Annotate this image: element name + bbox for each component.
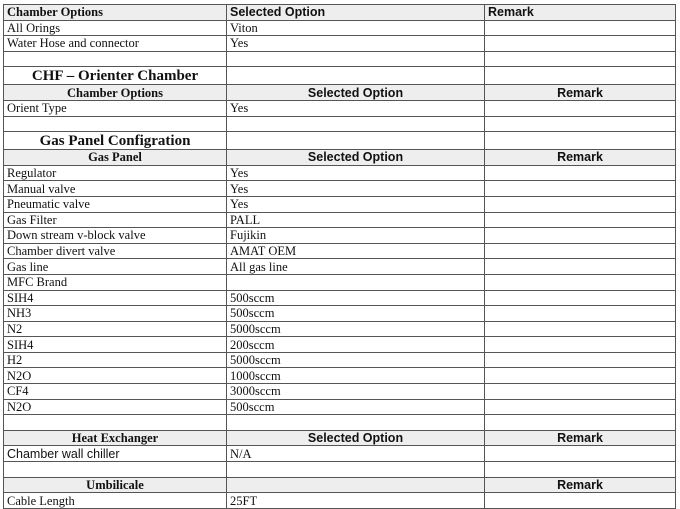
section-title: CHF – Orienter Chamber	[4, 67, 227, 85]
table-row	[4, 352, 676, 368]
item-cell: N2O	[4, 368, 227, 384]
remark-cell	[485, 196, 676, 212]
section-title-row	[4, 132, 676, 150]
table-row	[4, 165, 676, 181]
value-cell: Yes	[227, 100, 485, 116]
value-cell: Yes	[227, 165, 485, 181]
value-cell	[227, 116, 485, 132]
value-cell: Yes	[227, 181, 485, 197]
item-cell: MFC Brand	[4, 274, 227, 290]
remark-cell	[485, 259, 676, 275]
header-umbilicale: Umbilicale	[4, 477, 227, 493]
table-row	[4, 212, 676, 228]
table-row	[4, 100, 676, 116]
item-cell: Water Hose and connector	[4, 36, 227, 52]
value-cell	[227, 462, 485, 478]
remark-cell	[485, 181, 676, 197]
value-cell: 500sccm	[227, 399, 485, 415]
remark-cell	[485, 51, 676, 67]
item-cell: Pneumatic valve	[4, 196, 227, 212]
remark-cell	[485, 321, 676, 337]
section-title-row	[4, 67, 676, 85]
remark-cell	[485, 352, 676, 368]
table-row	[4, 415, 676, 431]
value-cell: 500sccm	[227, 290, 485, 306]
item-cell: SIH4	[4, 290, 227, 306]
item-cell: Orient Type	[4, 100, 227, 116]
table-row	[4, 306, 676, 322]
remark-cell	[485, 100, 676, 116]
table-row	[4, 368, 676, 384]
header-gas-panel: Gas Panel	[4, 150, 227, 166]
section-title: Gas Panel Configration	[4, 132, 227, 150]
table-row	[4, 446, 676, 462]
remark-cell	[485, 290, 676, 306]
table-header-row	[4, 85, 676, 101]
value-cell	[227, 51, 485, 67]
header-remark: Remark	[485, 477, 676, 493]
remark-cell	[485, 399, 676, 415]
table-row	[4, 493, 676, 509]
remark-cell	[485, 306, 676, 322]
item-cell	[4, 462, 227, 478]
table-row	[4, 181, 676, 197]
remark-cell	[485, 228, 676, 244]
header-remark: Remark	[485, 85, 676, 101]
header-heat-exchanger: Heat Exchanger	[4, 430, 227, 446]
table-row	[4, 116, 676, 132]
item-cell: Gas line	[4, 259, 227, 275]
item-cell: N2O	[4, 399, 227, 415]
remark-cell	[485, 36, 676, 52]
value-cell: 5000sccm	[227, 321, 485, 337]
remark-cell	[485, 274, 676, 290]
value-cell	[227, 274, 485, 290]
table-row	[4, 384, 676, 400]
remark-cell	[485, 20, 676, 36]
item-cell: Chamber divert valve	[4, 243, 227, 259]
table-row	[4, 462, 676, 478]
remark-cell	[485, 116, 676, 132]
value-cell: All gas line	[227, 259, 485, 275]
item-cell: H2	[4, 352, 227, 368]
table-row	[4, 337, 676, 353]
value-cell: N/A	[227, 446, 485, 462]
remark-cell	[485, 493, 676, 509]
remark-cell	[485, 415, 676, 431]
table-row	[4, 399, 676, 415]
value-cell: PALL	[227, 212, 485, 228]
header-remark: Remark	[485, 150, 676, 166]
header-selected-option: Selected Option	[227, 5, 485, 21]
table-row	[4, 290, 676, 306]
item-cell: Gas Filter	[4, 212, 227, 228]
item-cell: Manual valve	[4, 181, 227, 197]
item-cell: NH3	[4, 306, 227, 322]
header-selected-option: Selected Option	[227, 85, 485, 101]
table-header-row	[4, 477, 676, 493]
remark-cell	[485, 243, 676, 259]
item-cell: Regulator	[4, 165, 227, 181]
item-cell: Down stream v-block valve	[4, 228, 227, 244]
table-header-row	[4, 150, 676, 166]
value-cell: 1000sccm	[227, 368, 485, 384]
table-row	[4, 20, 676, 36]
remark-cell	[485, 446, 676, 462]
value-cell: Viton	[227, 20, 485, 36]
remark-cell	[485, 462, 676, 478]
value-cell: Yes	[227, 36, 485, 52]
empty-cell	[485, 132, 676, 150]
empty-cell	[485, 67, 676, 85]
item-cell: SIH4	[4, 337, 227, 353]
remark-cell	[485, 368, 676, 384]
remark-cell	[485, 212, 676, 228]
item-cell: CF4	[4, 384, 227, 400]
header-selected-option: Selected Option	[227, 430, 485, 446]
value-cell: 3000sccm	[227, 384, 485, 400]
item-cell: Chamber wall chiller	[4, 446, 227, 462]
remark-cell	[485, 337, 676, 353]
table-row	[4, 321, 676, 337]
equipment-spec-table	[3, 4, 676, 509]
table-row	[4, 243, 676, 259]
empty-cell	[227, 67, 485, 85]
header-chamber-options: Chamber Options	[4, 85, 227, 101]
header-remark: Remark	[485, 430, 676, 446]
remark-cell	[485, 384, 676, 400]
value-cell: 5000sccm	[227, 352, 485, 368]
value-cell: AMAT OEM	[227, 243, 485, 259]
value-cell: 500sccm	[227, 306, 485, 322]
empty-cell	[227, 132, 485, 150]
table-row	[4, 36, 676, 52]
item-cell: Cable Length	[4, 493, 227, 509]
item-cell	[4, 116, 227, 132]
item-cell: All Orings	[4, 20, 227, 36]
table-header-row	[4, 430, 676, 446]
table-row	[4, 228, 676, 244]
table-row	[4, 196, 676, 212]
header-selected-option	[227, 477, 485, 493]
table-row	[4, 259, 676, 275]
header-chamber-options: Chamber Options	[4, 5, 227, 21]
item-cell: N2	[4, 321, 227, 337]
value-cell: 25FT	[227, 493, 485, 509]
item-cell	[4, 51, 227, 67]
table-row	[4, 51, 676, 67]
value-cell	[227, 415, 485, 431]
value-cell: Fujikin	[227, 228, 485, 244]
item-cell	[4, 415, 227, 431]
value-cell: Yes	[227, 196, 485, 212]
remark-cell	[485, 165, 676, 181]
value-cell: 200sccm	[227, 337, 485, 353]
table-row	[4, 274, 676, 290]
header-remark: Remark	[485, 5, 676, 21]
table-header-row	[4, 5, 676, 21]
header-selected-option: Selected Option	[227, 150, 485, 166]
